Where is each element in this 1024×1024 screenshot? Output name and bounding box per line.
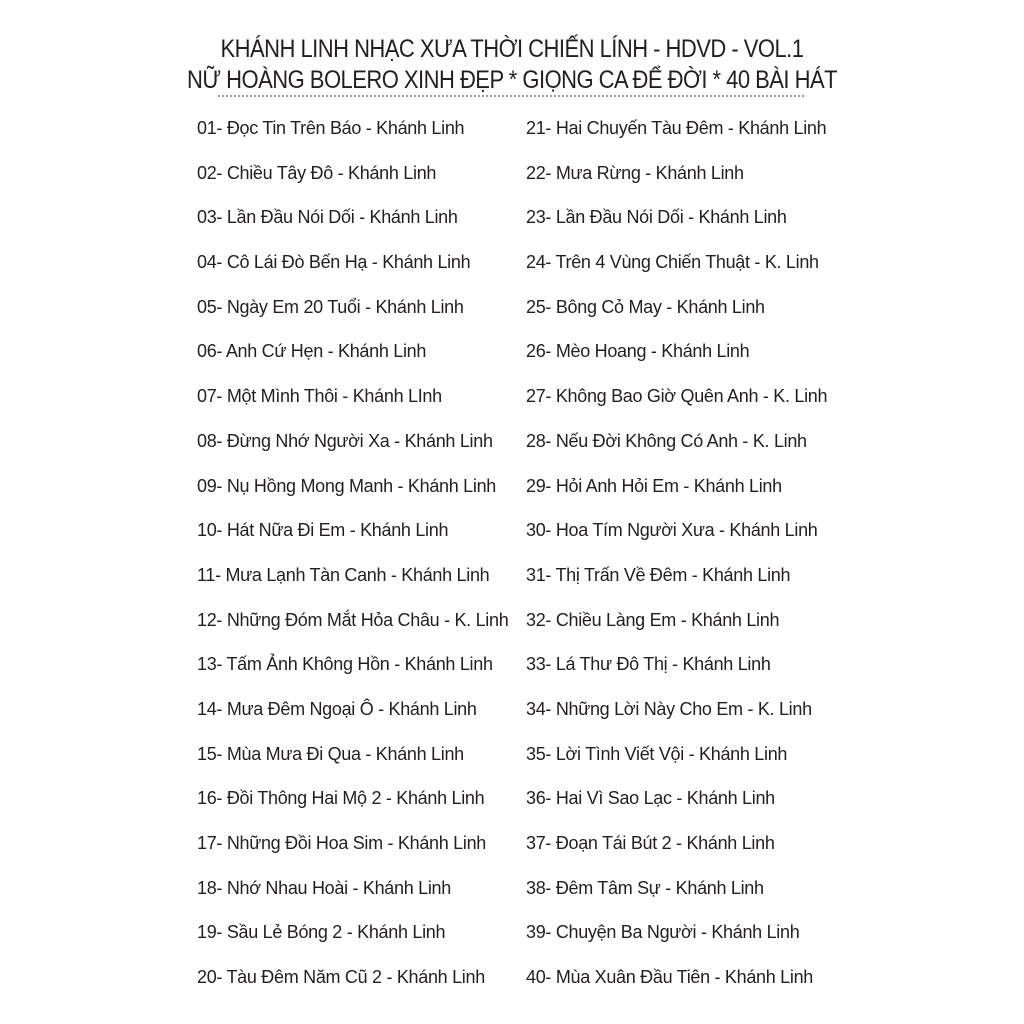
page-header	[0, 34, 1024, 96]
track-item: 22- Mưa Rừng - Khánh Linh	[526, 162, 744, 183]
track-item: 01- Đọc Tin Trên Báo - Khánh Linh	[197, 118, 465, 138]
track-item: 02- Chiều Tây Đô - Khánh Linh	[197, 162, 437, 183]
track-item: 30- Hoa Tím Người Xưa - Khánh Linh	[526, 520, 818, 541]
track-item: 14- Mưa Đêm Ngoại Ô - Khánh Linh	[197, 698, 477, 719]
track-item: 04- Cô Lái Đò Bến Hạ - Khánh Linh	[197, 252, 471, 273]
track-item: 31- Thị Trấn Về Đêm - Khánh Linh	[526, 564, 791, 585]
track-item: 08- Đừng Nhớ Người Xa - Khánh Linh	[197, 430, 493, 451]
track-item: 15- Mùa Mưa Đi Qua - Khánh Linh	[197, 743, 464, 764]
track-item: 37- Đoạn Tái Bút 2 - Khánh Linh	[526, 833, 775, 853]
track-item: 10- Hát Nữa Đi Em - Khánh Linh	[197, 520, 449, 541]
track-item: 40- Mùa Xuân Đầu Tiên - Khánh Linh	[526, 967, 813, 988]
track-item: 20- Tàu Đêm Năm Cũ 2 - Khánh Linh	[197, 967, 485, 988]
title-line-1: KHÁNH LINH NHẠC XƯA THỜI CHIẾN LÍNH - HDVD - VOL.1	[220, 35, 804, 63]
track-item: 39- Chuyện Ba Người - Khánh Linh	[526, 922, 800, 943]
track-item: 07- Một Mình Thôi - Khánh LInh	[197, 386, 442, 407]
track-item: 06- Anh Cứ Hẹn - Khánh Linh	[197, 341, 427, 362]
track-item: 32- Chiều Làng Em - Khánh Linh	[526, 609, 780, 630]
track-item: 29- Hỏi Anh Hỏi Em - Khánh Linh	[526, 475, 782, 496]
track-item: 12- Những Đóm Mắt Hỏa Châu - K. Linh	[197, 609, 509, 630]
track-list-left	[197, 113, 508, 1007]
track-item: 28- Nếu Đời Không Có Anh - K. Linh	[526, 430, 807, 451]
dotted-divider	[218, 95, 804, 97]
track-item: 13- Tấm Ảnh Không Hồn - Khánh Linh	[197, 654, 493, 675]
track-item: 18- Nhớ Nhau Hoài - Khánh Linh	[197, 877, 451, 898]
track-item: 19- Sầu Lẻ Bóng 2 - Khánh Linh	[197, 922, 446, 943]
track-item: 34- Những Lời Này Cho Em - K. Linh	[526, 698, 812, 719]
track-item: 25- Bông Cỏ May - Khánh Linh	[526, 296, 765, 317]
track-item: 23- Lần Đầu Nói Dối - Khánh Linh	[526, 207, 787, 228]
track-item: 21- Hai Chuyến Tàu Đêm - Khánh Linh	[526, 118, 827, 138]
track-item: 35- Lời Tình Viết Vội - Khánh Linh	[526, 743, 788, 764]
title-line-2: NỮ HOÀNG BOLERO XINH ĐẸP * GIỌNG CA ĐỂ ĐỜI * 40 BÀI HÁT	[186, 66, 838, 94]
track-item: 38- Đêm Tâm Sự - Khánh Linh	[526, 877, 764, 898]
track-item: 05- Ngày Em 20 Tuổi - Khánh Linh	[197, 296, 464, 317]
track-item: 27- Không Bao Giờ Quên Anh - K. Linh	[526, 386, 828, 407]
track-item: 36- Hai Vì Sao Lạc - Khánh Linh	[526, 788, 775, 809]
track-item: 26- Mèo Hoang - Khánh Linh	[526, 341, 750, 362]
track-item: 11- Mưa Lạnh Tàn Canh - Khánh Linh	[197, 564, 490, 585]
track-item: 24- Trên 4 Vùng Chiến Thuật - K. Linh	[526, 252, 819, 273]
track-item: 03- Lần Đầu Nói Dối - Khánh Linh	[197, 207, 458, 228]
track-item: 17- Những Đồi Hoa Sim - Khánh Linh	[197, 833, 487, 853]
track-list-right	[526, 113, 827, 1007]
track-item: 09- Nụ Hồng Mong Manh - Khánh Linh	[197, 475, 496, 496]
track-item: 16- Đồi Thông Hai Mộ 2 - Khánh Linh	[197, 788, 485, 809]
track-item: 33- Lá Thư Đô Thị - Khánh Linh	[526, 654, 771, 675]
